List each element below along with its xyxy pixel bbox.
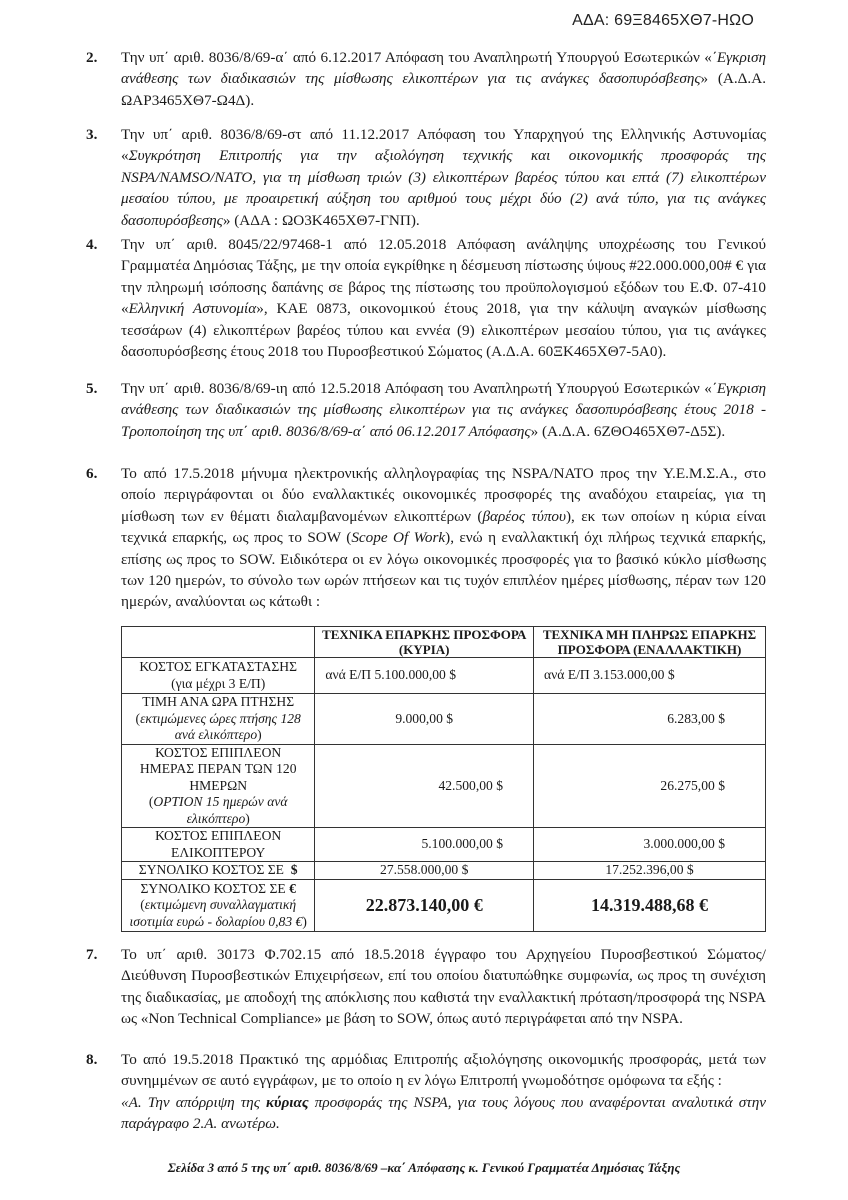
cell-alt: 6.283,00 $ bbox=[534, 694, 766, 745]
paragraph-text: Την υπ΄ αριθ. 8045/22/97468-1 από 12.05.2018 Απόφαση ανάληψης υποχρέωσης του Γενικού Γραμματέα Δημόσιας Τάξης, με την οποία εγκρίθηκε η δέσμευση πίστωσης ύψους #22.000.000,00# € για την πληρωμή ισόποσης δαπάνης σε βάρος της πίστωσης του προϋπολογισμού εξόδων του Ε.Φ. 07-410 «Ελληνική Αστυνομία», ΚΑΕ 0873, οικονομικού έτους 2018, για την κάλυψη αναγκών μίσθωσης τεσσάρων (4) ελικοπτέρων βαρέος τύπου και εννέα (9) ελικοπτέρων μεσαίου τύπου, για τις ανάγκες δασοπυρόσβεσης έτους 2018 του Πυροσβεστικού Σώματος (Α.Δ.Α. 60ΞΚ465ΧΘ7-5Α0). bbox=[121, 236, 766, 361]
cell-alt: 3.000.000,00 $ bbox=[534, 828, 766, 862]
paragraph-3 bbox=[86, 124, 766, 231]
paragraph-4 bbox=[86, 234, 766, 362]
paragraph-7 bbox=[86, 944, 766, 1030]
paragraph-text: Το από 17.5.2018 μήνυμα ηλεκτρονικής αλληλογραφίας της NSPA/NATO προς την Υ.Ε.Μ.Σ.Α., στο οποίο περιγράφονται οι δύο εναλλακτικές οικονομικές προσφορές της αναδόχου εταιρείας, για τη μίσθωση των εν θέματι διαλαμβανομένων ελικοπτέρων (βαρέος τύπου), εκ των οποίων η κύρια είναι τεχνικά επαρκής, ως προς το SOW (Scope Of Work), ενώ η εναλλακτική όχι πλήρως τεχνικά επαρκής, επίσης ως προς το SOW. Ειδικότερα οι εν λόγω οικονομικές προσφορές για το βασικό κύκλο μίσθωσης των 120 ημερών, το σύνολο των ωρών πτήσεων και τις τυχόν επιπλέον ημέρες μίσθωσης, πέραν των 120 ημερών, αναλύονται ως κάτωθι : bbox=[121, 465, 767, 611]
table-row-extra-helicopter-cost bbox=[122, 828, 766, 862]
cell-main: ανά Ε/Π 5.100.000,00 $ bbox=[315, 658, 534, 694]
table-header-row bbox=[122, 627, 766, 658]
table-header-alternative-offer: ΤΕΧΝΙΚΑ ΜΗ ΠΛΗΡΩΣ ΕΠΑΡΚΗΣ ΠΡΟΣΦΟΡΑ (ΕΝΑΛΛΑΚΤΙΚΗ) bbox=[534, 627, 766, 658]
table-row-extra-day-cost: ΚΟΣΤΟΣ ΕΠΙΠΛΕΟΝ ΗΜΕΡΑΣ ΠΕΡΑΝ ΤΩΝ 120 ΗΜΕΡΩΝ (OPTION 15 ημερών ανά ελικόπτερο) 42.500,00 $ 26.275,00 $ bbox=[122, 744, 766, 828]
page-footer: Σελίδα 3 από 5 της υπ΄ αριθ. 8036/8/69 –κα΄ Απόφασης κ. Γενικού Γραμματέα Δημόσιας Τάξης bbox=[167, 1160, 681, 1175]
offers-cost-table bbox=[121, 626, 766, 932]
ada-document-id: ΑΔΑ: 69Ξ8465ΧΘ7-ΗΩΟ bbox=[572, 12, 754, 29]
cell-main-total-eur: 22.873.140,00 € bbox=[315, 880, 534, 932]
cell-alt: ανά Ε/Π 3.153.000,00 $ bbox=[534, 658, 766, 694]
paragraph-5 bbox=[86, 378, 766, 442]
table-row-flight-hour-price: ΤΙΜΗ ΑΝΑ ΩΡΑ ΠΤΗΣΗΣ (εκτιμώμενες ώρες πτήσης 128 ανά ελικόπτερο) 9.000,00 $ 6.283,00 $ bbox=[122, 694, 766, 745]
paragraph-8 bbox=[86, 1049, 766, 1135]
cell-alt: 17.252.396,00 $ bbox=[534, 862, 766, 880]
table-row-installation-cost: ΚΟΣΤΟΣ ΕΓΚΑΤΑΣΤΑΣΗΣ (για μέχρι 3 Ε/Π) ανά Ε/Π 5.100.000,00 $ ανά Ε/Π 3.153.000,00 $ bbox=[122, 658, 766, 694]
cell-main: 9.000,00 $ bbox=[315, 694, 534, 745]
cell-main: 5.100.000,00 $ bbox=[315, 828, 534, 862]
paragraph-text: Την υπ΄ αριθ. 8036/8/69-α΄ από 6.12.2017 Απόφαση του Αναπληρωτή Υπουργού Εσωτερικών «΄Εγκριση ανάθεσης των διαδικασιών της μίσθωσης ελικοπτέρων για τις ανάγκες δασοπυρόσβεσης» (Α.Δ.Α. ΩΑΡ3465ΧΘ7-Ω4Δ). bbox=[121, 49, 766, 109]
paragraph-number: 4. bbox=[86, 236, 98, 253]
paragraph-text: Το υπ΄ αριθ. 30173 Φ.702.15 από 18.5.2018 έγγραφο του Αρχηγείου Πυροσβεστικού Σώματος/Διεύθυνση Πυροσβεστικών Επιχειρήσεων, επί του οποίου διατυπώθηκε συμφωνία, ως προς τη συνέχιση της διαδικασίας, με αποδοχή της απόκλισης που καθιστά την εναλλακτική πρόταση/προσφορά της NSPA ως «Non Technical Compliance» με βάση το SOW, όπως αυτό περιγράφεται από την NSPA. bbox=[121, 946, 766, 1028]
paragraph-text: Την υπ΄ αριθ. 8036/8/69-στ από 11.12.2017 Απόφαση του Υπαρχηγού της Ελληνικής Αστυνομίας «Συγκρότηση Επιτροπής για την αξιολόγηση τεχνικής και οικονομικής προσφοράς της NSPA/NAMSO/NATO, για τη μίσθωση τριών (3) ελικοπτέρων βαρέος τύπου και επτά (7) ελικοπτέρων μεσαίου τύπου, με προαιρετική αύξηση του αριθμού τους μέχρι δύο (2) ανά τύπο, για τις ανάγκες δασοπυρόσβεσης» (ΑΔΑ : ΩΟ3Κ465ΧΘ7-ΓΝΠ). bbox=[121, 126, 766, 229]
cell-main: 42.500,00 $ bbox=[315, 744, 534, 828]
cell-alt: 26.275,00 $ bbox=[534, 744, 766, 828]
paragraph-quote: «Α. Την απόρριψη της κύριας προσφοράς της NSPA, για τους λόγους που αναφέρονται αναλυτικά στην παράγραφο 2.Α. ανωτέρω. bbox=[121, 1093, 766, 1133]
paragraph-number: 8. bbox=[86, 1051, 98, 1068]
table-row-total-usd: ΣΥΝΟΛΙΚΟ ΚΟΣΤΟΣ ΣΕ $ 27.558.000,00 $ 17.252.396,00 $ bbox=[122, 862, 766, 880]
cell-main: 27.558.000,00 $ bbox=[315, 862, 534, 880]
paragraph-text: Το από 19.5.2018 Πρακτικό της αρμόδιας Επιτροπής αξιολόγησης οικονομικής προσφοράς, μετά των συνημμένων σε αυτό εγγράφων, με το οποίο η εν λόγω Επιτροπή γνωμοδότησε ομόφωνα τα εξής : bbox=[121, 1051, 766, 1090]
table-header-empty bbox=[122, 627, 315, 658]
row-label: ΚΟΣΤΟΣ ΕΠΙΠΛΕΟΝ ΕΛΙΚΟΠΤΕΡΟΥ bbox=[122, 828, 315, 862]
paragraph-6 bbox=[86, 463, 766, 613]
paragraph-number: 3. bbox=[86, 126, 98, 143]
paragraph-number: 5. bbox=[86, 380, 98, 397]
table-row-total-eur: ΣΥΝΟΛΙΚΟ ΚΟΣΤΟΣ ΣΕ € (εκτιμώμενη συναλλαγματική ισοτιμία ευρώ - δολαρίου 0,83 €) 22.873.140,00 € 14.319.488,68 € bbox=[122, 880, 766, 932]
table-header-main-offer: ΤΕΧΝΙΚΑ ΕΠΑΡΚΗΣ ΠΡΟΣΦΟΡΑ (ΚΥΡΙΑ) bbox=[315, 627, 534, 658]
paragraph-number: 7. bbox=[86, 946, 98, 963]
paragraph-number: 6. bbox=[86, 465, 98, 482]
paragraph-2 bbox=[86, 47, 766, 111]
paragraph-text: Την υπ΄ αριθ. 8036/8/69-ιη από 12.5.2018 Απόφαση του Αναπληρωτή Υπουργού Εσωτερικών «΄Εγκριση ανάθεσης των διαδικασιών της μίσθωσης ελικοπτέρων για τις ανάγκες δασοπυρόσβεσης έτους 2018 - Τροποποίηση της υπ΄ αριθ. 8036/8/69-α΄ από 06.12.2017 Απόφασης» (Α.Δ.Α. 6ΖΘΟ465ΧΘ7-Δ5Σ). bbox=[121, 380, 766, 440]
paragraph-number: 2. bbox=[86, 49, 98, 66]
cell-alt-total-eur: 14.319.488,68 € bbox=[534, 880, 766, 932]
